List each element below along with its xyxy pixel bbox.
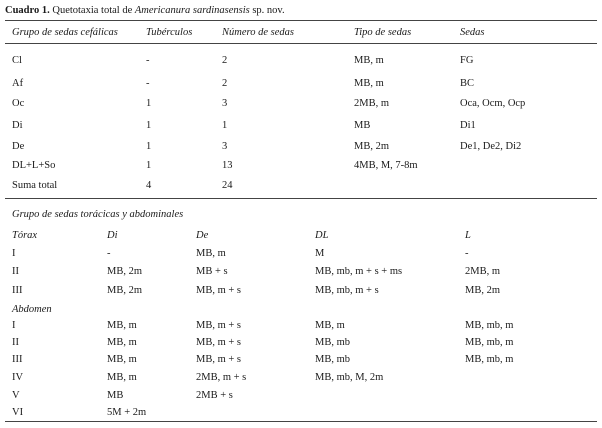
table-cell: 1 [146,160,152,171]
table-cell: MB, m [354,78,384,89]
table-cell: BC [460,78,475,89]
table-cell: III [12,354,23,365]
column-header: De [196,230,209,241]
table-cell: MB, m + s [196,285,242,296]
abdomen-label: Abdomen [12,304,52,315]
column-header: Número de sedas [222,27,294,38]
table-cell: 3 [222,98,228,109]
column-header: L [465,230,471,241]
table-cell: V [12,390,20,401]
table-cell: MB, mb, m [465,337,514,348]
table-cell: 1 [146,120,152,131]
table-cell: 2MB, m [354,98,390,109]
table-cell: - [146,78,150,89]
table-cell: II [12,266,19,277]
table-cell: MB, mb, M, 2m [315,372,384,383]
table-cell: I [12,248,16,259]
table-cell: Di [12,120,23,131]
caption-label: Cuadro 1. [5,5,50,16]
table-cell: 2 [222,55,228,66]
table-cell: 4 [146,180,152,191]
table-cell: MB, m [315,320,345,331]
table-cell: 1 [222,120,228,131]
table-cell: MB, m [107,354,137,365]
table-cell: MB + s [196,266,228,277]
table-cell: - [465,248,469,259]
table-cell: II [12,337,19,348]
table-cell: 13 [222,160,233,171]
table-cell: FG [460,55,474,66]
table-cell: MB, 2m [107,266,143,277]
table-cell: MB, mb [315,337,351,348]
table-cell: Af [12,78,24,89]
table-cell: 2MB, m + s [196,372,247,383]
table-cell: 1 [146,141,152,152]
column-header: Sedas [460,27,485,38]
table-cell: 24 [222,180,233,191]
table-cell: MB [354,120,371,131]
table-cell: DL+L+So [12,160,56,171]
table-cell: De1, De2, Di2 [460,141,522,152]
table-cell: 2MB + s [196,390,233,401]
table-cell: MB [107,390,124,401]
table-cell: MB, m [107,372,137,383]
table-cell: MB, m + s [196,320,242,331]
table-cell: - [146,55,150,66]
table-cell: VI [12,407,24,418]
table-cell: 5M + 2m [107,407,147,418]
table-cell: I [12,320,16,331]
caption-text-after: sp. nov. [252,5,285,16]
table-caption [5,5,285,17]
table-cell: 2MB, m [465,266,501,277]
column-header: Grupo de sedas cefálicas [12,27,118,38]
table-cell: 1 [146,98,152,109]
table-cell: Suma total [12,180,58,191]
table-cell: MB, mb, m + s [315,285,379,296]
body-group-title: Grupo de sedas torácicas y abdominales [12,209,184,220]
caption-text-before: Quetotaxia total de [52,5,133,16]
top-rule [5,20,597,21]
table-cell: 3 [222,141,228,152]
table-cell: MB, 2m [465,285,501,296]
table-cell: Oca, Ocm, Ocp [460,98,526,109]
column-header: DL [315,230,329,241]
table-cell: De [12,141,25,152]
table-cell: MB, mb, m [465,320,514,331]
table-cell: MB, mb, m + s + ms [315,266,403,277]
table-cell: IV [12,372,24,383]
table-cell: MB, m [107,320,137,331]
column-header: Tórax [12,230,38,241]
table-cell: 4MB, M, 7-8m [354,160,418,171]
table-cell: M [315,248,325,259]
table-cell: III [12,285,23,296]
table-cell: MB, 2m [354,141,390,152]
column-header: Tubérculos [146,27,193,38]
bottom-rule [5,421,597,422]
table-cell: MB, mb, m [465,354,514,365]
table-cell: MB, m [107,337,137,348]
table-cell: MB, m + s [196,337,242,348]
table-cell: - [107,248,111,259]
table-cell: Oc [12,98,25,109]
table-cell: MB, m [354,55,384,66]
column-header: Di [107,230,118,241]
table-cell: Cl [12,55,22,66]
table-cell: MB, m [196,248,226,259]
table-cell: MB, mb [315,354,351,365]
table-cell: 2 [222,78,228,89]
column-header: Tipo de sedas [354,27,412,38]
table-cell: MB, m + s [196,354,242,365]
header-rule [5,43,597,44]
mid-rule [5,198,597,199]
table-cell: MB, 2m [107,285,143,296]
caption-species: Americanura sardinasensis [134,5,250,16]
table-cell: Di1 [460,120,476,131]
